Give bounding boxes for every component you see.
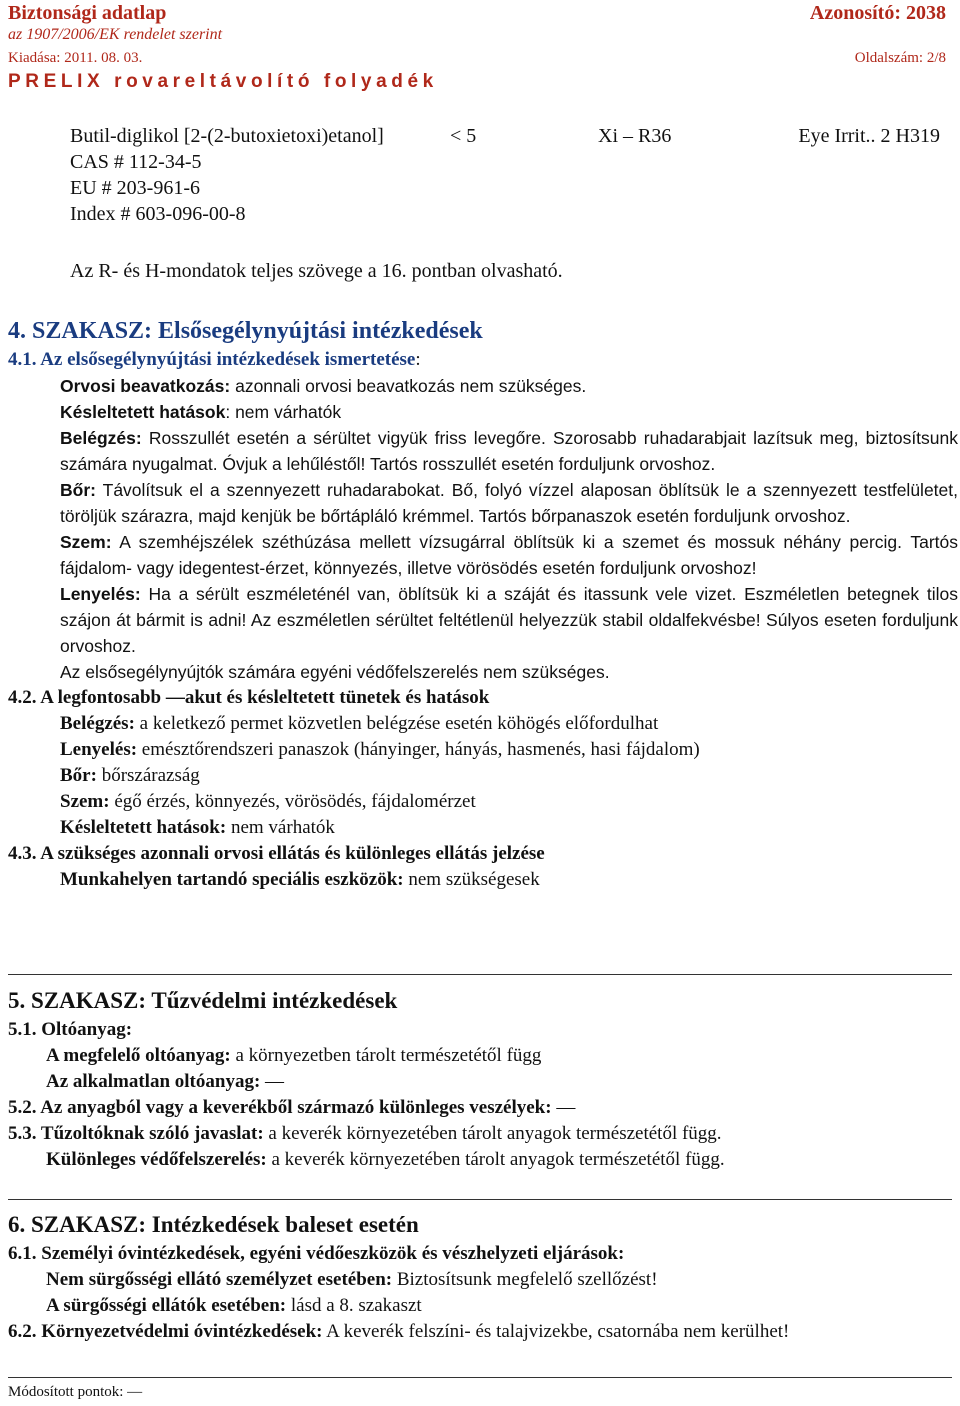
- component-index: Index # 603-096-00-8: [70, 203, 246, 225]
- section-4-1-heading-colon: :: [415, 349, 421, 370]
- section-5: [8, 985, 958, 1173]
- page-number: Oldalszám: 2/8: [854, 50, 946, 66]
- document-identifier: Azonosító: 2038: [809, 2, 946, 24]
- eye-first-aid: Szem: A szemhéjszélek széthúzása mellett vízsugárral öblítsük ki a szemet és mossuk néhány percig. Tartós fájdalom- vagy idegentest-érzet, könnyezés, illetve vörösödés esetén forduljunk orvoshoz!: [60, 532, 958, 578]
- section-4-1-heading-text: 4.1. Az elsősegélynyújtási intézkedések ismertetése: [8, 349, 416, 370]
- emergency-responders: A sürgősségi ellátók esetében: lásd a 8. szakaszt: [46, 1295, 422, 1316]
- symptom-inhalation: Belégzés: a keletkező permet közvetlen belégzése esetén köhögés előfordulhat: [60, 713, 659, 734]
- delayed-effects: Késleltetett hatások: nem várhatók: [60, 402, 342, 422]
- component-block: [70, 123, 940, 227]
- non-emergency-personnel: Nem sürgősségi ellátó személyzet esetében: Biztosítsunk megfelelő szellőzést!: [46, 1269, 658, 1290]
- section-6-1-heading: 6.1. Személyi óvintézkedések, egyéni védőeszközök és vészhelyzeti eljárások:: [8, 1243, 625, 1264]
- section-4-3-heading: 4.3. A szükséges azonnali orvosi ellátás és különleges ellátás jelzése: [8, 843, 545, 864]
- divider: [8, 1377, 952, 1378]
- symptom-eye: Szem: égő érzés, könnyezés, vörösödés, fájdalomérzet: [60, 791, 476, 812]
- document-title: Biztonsági adatlap: [8, 2, 167, 24]
- section-4: [8, 315, 958, 893]
- issue-date: Kiadása: 2011. 08. 03.: [8, 50, 143, 66]
- symptom-ingestion: Lenyelés: emésztőrendszeri panaszok (hányinger, hányás, hasmenés, hasi fájdalom): [60, 739, 700, 760]
- section-6-2: 6.2. Környezetvédelmi óvintézkedések: A keverék felszíni- és talajvizekbe, csatornába nem kerülhet!: [8, 1321, 790, 1342]
- suitable-extinguishing-media: A megfelelő oltóanyag: a környezetben tárolt természetétől függ: [46, 1045, 542, 1066]
- divider: [8, 974, 952, 975]
- section-5-3: 5.3. Tűzoltóknak szóló javaslat: a keverék környezetében tárolt anyagok természetétől függ.: [8, 1123, 722, 1144]
- section-4-title: 4. SZAKASZ: Elsősegélynyújtási intézkedések: [8, 318, 483, 344]
- section-5-1-heading: 5.1. Oltóanyag:: [8, 1019, 133, 1040]
- section-5-2: 5.2. Az anyagból vagy a keverékből származó különleges veszélyek: —: [8, 1097, 576, 1118]
- section-6: [8, 1209, 958, 1345]
- modified-points: Módosított pontok: —: [8, 1384, 143, 1400]
- workplace-equipment: Munkahelyen tartandó speciális eszközök: nem szükségesek: [60, 869, 540, 890]
- r-h-phrases-note: Az R- és H-mondatok teljes szövege a 16. pontban olvasható.: [70, 260, 563, 282]
- inhalation-first-aid: Belégzés: Rosszullét esetén a sérültet vigyük friss levegőre. Szorosabb ruhadarabjait lazítsuk meg, biztosítsunk számára nyugalmat. Óvjuk a lehűléstől! Tartós rosszullét esetén forduljunk orvoshoz.: [60, 428, 959, 474]
- symptom-skin: Bőr: bőrszárazság: [60, 765, 200, 786]
- component-name: Butil-diglikol [2-(2-butoxietoxi)etanol]: [70, 125, 384, 147]
- skin-first-aid: Bőr: Távolítsuk el a szennyezett ruhadarabokat. Bő, folyó vízzel alaposan öblítsük le a szennyezett testfelületet, töröljük szárazra, majd kenjük be bőrtápláló krémmel. Tartós bőrpanaszok esetén forduljunk orvoshoz.: [60, 480, 958, 526]
- special-protective-equipment: Különleges védőfelszerelés: a keverék környezetében tárolt anyagok természetétől függ.: [46, 1149, 725, 1170]
- section-6-title: 6. SZAKASZ: Intézkedések baleset esetén: [8, 1212, 419, 1237]
- medical-intervention: Orvosi beavatkozás: azonnali orvosi beavatkozás nem szükséges.: [60, 376, 587, 396]
- ingestion-first-aid: Lenyelés: Ha a sérült eszméleténél van, öblítsük ki a száját és itassunk vele vizet. Eszméletlen betegnek tilos szájon át bármit is adni! Az eszméletlen sérültet feltétlenül helyezzük stabil oldalfekvésbe! Súlyos eseten forduljunk orvoshoz.: [60, 584, 958, 656]
- component-eu: EU # 203-961-6: [70, 177, 200, 199]
- divider: [8, 1199, 952, 1200]
- component-classification: Xi – R36: [598, 125, 672, 147]
- component-cas: CAS # 112-34-5: [70, 151, 202, 173]
- component-clp: Eye Irrit.. 2 H319: [798, 125, 940, 147]
- component-row: [70, 123, 940, 149]
- first-aider-ppe: Az elsősegélynyújtók számára egyéni védőfelszerelés nem szükséges.: [60, 662, 610, 682]
- regulation-reference: az 1907/2006/EK rendelet szerint: [8, 26, 223, 43]
- section-5-title: 5. SZAKASZ: Tűzvédelmi intézkedések: [8, 988, 398, 1013]
- section-4-2-heading: 4.2. A legfontosabb —akut és késleltetett tünetek és hatások: [8, 687, 490, 708]
- symptom-delayed: Késleltetett hatások: nem várhatók: [60, 817, 335, 838]
- section-4-1-heading: [8, 347, 958, 373]
- unsuitable-extinguishing-media: Az alkalmatlan oltóanyag: —: [46, 1071, 285, 1092]
- product-name: PRELIX rovareltávolító folyadék: [8, 71, 438, 92]
- component-concentration: < 5: [450, 125, 477, 147]
